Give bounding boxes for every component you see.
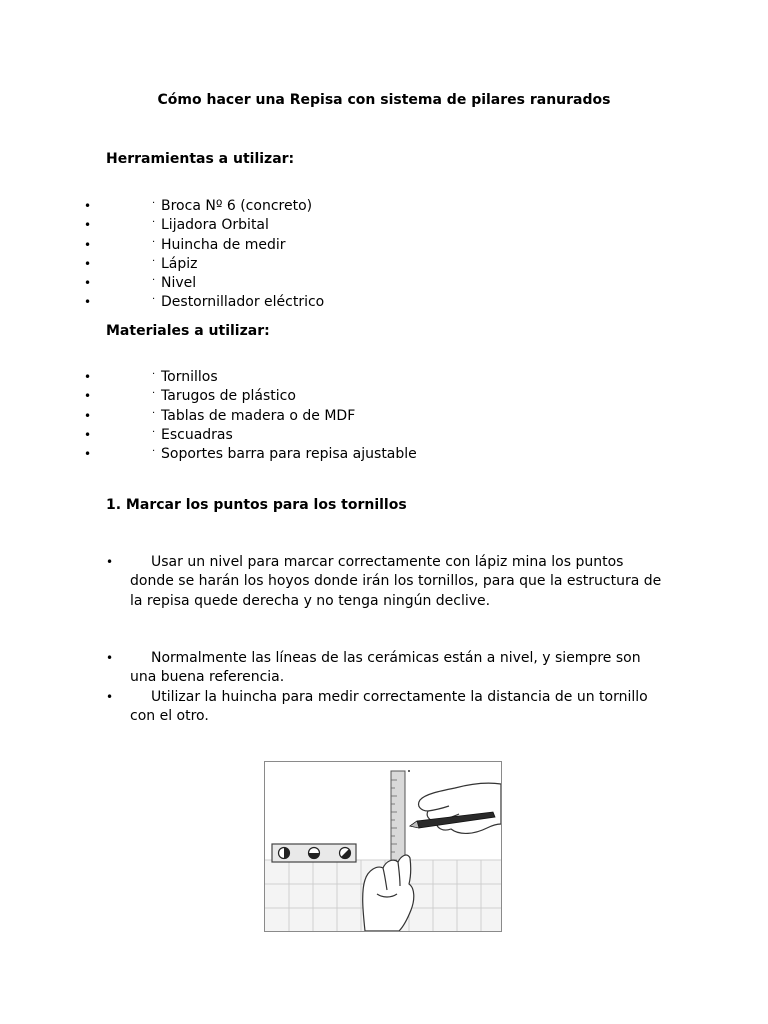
- tools-heading: Herramientas a utilizar:: [106, 151, 295, 167]
- bullet-icon: •: [84, 295, 92, 310]
- sub-bullet-icon: ·: [152, 369, 156, 380]
- material-item: Escuadras: [161, 426, 233, 443]
- tool-item: Destornillador eléctrico: [161, 294, 325, 311]
- bullet-icon: •: [84, 237, 92, 252]
- bullet-icon: •: [84, 370, 92, 384]
- bullet-icon: •: [84, 276, 92, 291]
- sub-bullet-icon: ·: [152, 275, 156, 287]
- sub-bullet-icon: ·: [152, 388, 156, 400]
- bullet-icon: •: [84, 218, 92, 233]
- step1-paragraph: [106, 688, 666, 727]
- material-item: Soportes barra para repisa ajustable: [161, 446, 417, 463]
- bullet-icon: •: [106, 690, 114, 704]
- level-icon: [272, 844, 356, 862]
- bullet-icon: •: [84, 389, 92, 404]
- material-item: Tornillos: [161, 369, 218, 385]
- bullet-icon: •: [84, 447, 92, 462]
- bullet-icon: •: [84, 256, 92, 271]
- sub-bullet-icon: ·: [152, 255, 156, 267]
- illustration-marking-points: [264, 761, 502, 932]
- tool-item: Lápiz: [161, 255, 198, 272]
- sub-bullet-icon: ·: [152, 236, 156, 248]
- tool-item: Huincha de medir: [161, 236, 286, 253]
- step1-paragraph: [106, 649, 666, 688]
- step1-paragraph: [106, 553, 666, 611]
- bullet-icon: •: [106, 555, 114, 569]
- sub-bullet-icon: ·: [152, 198, 156, 209]
- paragraph-text: Normalmente las líneas de las cerámicas están a nivel, y siempre son una buena referencia.: [130, 650, 641, 686]
- tool-item: Nivel: [161, 275, 197, 292]
- material-item: Tarugos de plástico: [161, 388, 296, 405]
- materials-heading: Materiales a utilizar:: [106, 323, 270, 339]
- paragraph-text: Usar un nivel para marcar correctamente con lápiz mina los puntos donde se harán los hoyos donde irán los tornillos, para que la estructura de la repisa quede derecha y no tenga ningún declive.: [130, 554, 662, 609]
- document-title: Cómo hacer una Repisa con sistema de pilares ranurados: [157, 92, 611, 108]
- bullet-icon: •: [84, 199, 92, 213]
- paragraph-text: Utilizar la huincha para medir correctamente la distancia de un tornillo con el otro.: [130, 689, 648, 725]
- sub-bullet-icon: ·: [152, 446, 156, 458]
- sub-bullet-icon: ·: [152, 407, 156, 419]
- tool-item: Broca Nº 6 (concreto): [161, 198, 313, 214]
- bullet-icon: •: [84, 408, 92, 423]
- bullet-icon: •: [84, 427, 92, 442]
- sub-bullet-icon: ·: [152, 217, 156, 229]
- step1-heading: 1. Marcar los puntos para los tornillos: [106, 497, 407, 513]
- bullet-icon: •: [106, 651, 114, 665]
- tool-item: Lijadora Orbital: [161, 217, 269, 234]
- sub-bullet-icon: ·: [152, 426, 156, 438]
- sub-bullet-icon: ·: [152, 294, 156, 306]
- material-item: Tablas de madera o de MDF: [161, 407, 356, 424]
